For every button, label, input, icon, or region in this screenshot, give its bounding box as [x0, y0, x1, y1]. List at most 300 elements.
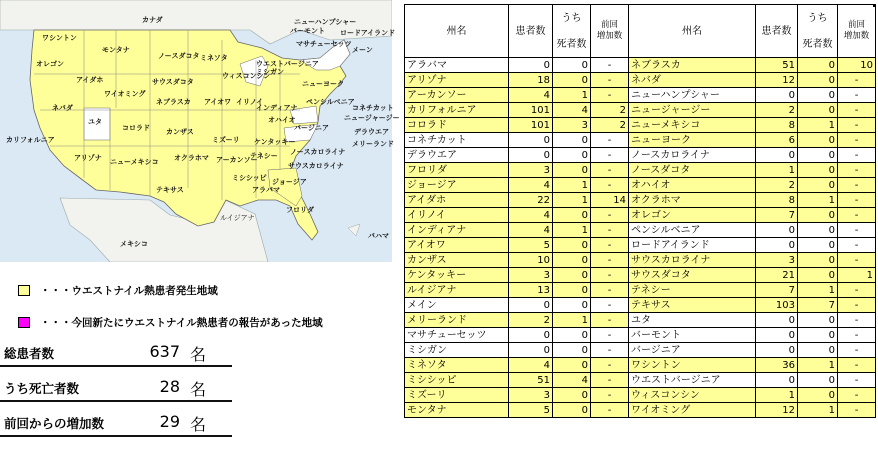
right-patients-count: 1: [756, 163, 798, 178]
right-increase-count: 10: [838, 58, 876, 73]
right-patients-count: 51: [756, 58, 798, 73]
left-deaths-count: 0: [553, 148, 591, 163]
left-deaths-count: 0: [553, 208, 591, 223]
right-increase-count: -: [838, 238, 876, 253]
right-deaths-count: 0: [798, 388, 838, 403]
left-deaths-count: 1: [553, 313, 591, 328]
table-header-row: [405, 5, 876, 58]
table-row: [405, 283, 876, 298]
left-patients-count: 0: [509, 148, 553, 163]
right-patients-count: 36: [756, 358, 798, 373]
table-row: [405, 358, 876, 373]
right-deaths-count: 0: [798, 178, 838, 193]
left-deaths-count: 0: [553, 163, 591, 178]
left-deaths-count: 1: [553, 88, 591, 103]
left-deaths-count: 1: [553, 193, 591, 208]
right-state-name: サウスダコタ: [629, 268, 756, 283]
left-state-name: メリーランド: [405, 313, 509, 328]
header-increase-right-l1: 前回: [847, 20, 865, 30]
label-new-jersey: ニュージャージー: [344, 114, 400, 122]
header-state-right: 州名: [629, 5, 756, 58]
left-state-name: メイン: [405, 298, 509, 313]
label-nevada: ネバダ: [52, 104, 73, 112]
left-state-name: インディアナ: [405, 223, 509, 238]
right-state-name: ユタ: [629, 313, 756, 328]
left-deaths-count: 0: [553, 343, 591, 358]
left-state-name: アーカンソー: [405, 88, 509, 103]
table-row: [405, 313, 876, 328]
right-state-name: サウスカロライナ: [629, 253, 756, 268]
right-increase-count: -: [838, 328, 876, 343]
table-row: [405, 253, 876, 268]
label-tennessee: テネシー: [250, 152, 278, 160]
table-row: [405, 238, 876, 253]
table-row: [405, 178, 876, 193]
right-state-name: ウィスコンシン: [629, 388, 756, 403]
left-increase-count: 14: [591, 193, 629, 208]
right-state-name: ワイオミング: [629, 403, 756, 418]
label-georgia: ジョージア: [272, 178, 307, 186]
label-delaware: デラウエア: [354, 128, 389, 136]
summary-deaths-value: 28: [159, 377, 180, 396]
left-patients-count: 4: [509, 208, 553, 223]
summary-increase-unit: 名: [190, 415, 207, 434]
right-deaths-count: 1: [798, 403, 838, 418]
right-deaths-count: 0: [798, 253, 838, 268]
left-increase-count: -: [591, 223, 629, 238]
right-increase-count: -: [838, 178, 876, 193]
left-state-name: カンザス: [405, 253, 509, 268]
header-patients-left: 患者数: [509, 5, 553, 58]
right-increase-count: -: [838, 88, 876, 103]
left-increase-count: 2: [591, 103, 629, 118]
table-row: [405, 73, 876, 88]
left-patients-count: 0: [509, 58, 553, 73]
right-patients-count: 0: [756, 238, 798, 253]
left-state-name: ルイジアナ: [405, 283, 509, 298]
left-increase-count: -: [591, 178, 629, 193]
left-deaths-count: 4: [553, 103, 591, 118]
header-increase-left-l2: 増加数: [596, 31, 623, 41]
label-california: カリフォルニア: [6, 136, 55, 144]
table-row: [405, 223, 876, 238]
left-deaths-count: 3: [553, 118, 591, 133]
left-increase-count: -: [591, 388, 629, 403]
header-deaths-left-l2: 死者数: [556, 38, 587, 50]
label-louisiana: ルイジアナ: [220, 214, 255, 222]
left-state-name: フロリダ: [405, 163, 509, 178]
legend-swatch-new: [18, 317, 30, 328]
label-west-virginia: ウエストバージニア: [256, 60, 319, 68]
label-utah: ユタ: [88, 118, 102, 126]
right-patients-count: 0: [756, 148, 798, 163]
table-row: [405, 118, 876, 133]
header-increase-right: [838, 5, 876, 58]
right-increase-count: -: [838, 343, 876, 358]
label-indiana: インディアナ: [256, 104, 298, 112]
header-state-left: 州名: [405, 5, 509, 58]
left-deaths-count: 0: [553, 328, 591, 343]
label-maryland: メリーランド: [352, 140, 394, 148]
left-patients-count: 51: [509, 373, 553, 388]
left-patients-count: 4: [509, 178, 553, 193]
right-deaths-count: 0: [798, 343, 838, 358]
label-iowa: アイオワ: [204, 98, 232, 106]
header-increase-left: [591, 5, 629, 58]
label-missouri: ミズーリ: [212, 136, 240, 144]
label-nebraska: ネブラスカ: [156, 98, 191, 106]
right-deaths-count: 0: [798, 223, 838, 238]
left-patients-count: 4: [509, 223, 553, 238]
right-patients-count: 103: [756, 298, 798, 313]
left-state-name: ケンタッキー: [405, 268, 509, 283]
left-increase-count: -: [591, 343, 629, 358]
left-patients-count: 3: [509, 388, 553, 403]
left-patients-count: 22: [509, 193, 553, 208]
right-state-name: オクラホマ: [629, 193, 756, 208]
left-patients-count: 0: [509, 133, 553, 148]
right-patients-count: 0: [756, 373, 798, 388]
right-state-name: ウエストバージニア: [629, 373, 756, 388]
left-increase-count: -: [591, 133, 629, 148]
right-state-name: ネバダ: [629, 73, 756, 88]
right-state-name: ニュージャージー: [629, 103, 756, 118]
left-patients-count: 2: [509, 313, 553, 328]
left-deaths-count: 0: [553, 58, 591, 73]
right-patients-count: 0: [756, 328, 798, 343]
right-deaths-count: 0: [798, 88, 838, 103]
label-vermont: バーモント: [290, 27, 325, 35]
label-mexico: メキシコ: [120, 240, 148, 248]
right-state-name: ノースカロライナ: [629, 148, 756, 163]
right-state-name: オハイオ: [629, 178, 756, 193]
right-patients-count: 0: [756, 88, 798, 103]
right-increase-count: -: [838, 403, 876, 418]
right-increase-count: -: [838, 313, 876, 328]
label-bahama: バハマ: [368, 232, 389, 240]
left-state-name: アイダホ: [405, 193, 509, 208]
label-florida: フロリダ: [286, 206, 314, 214]
table-row: [405, 403, 876, 418]
left-patients-count: 0: [509, 328, 553, 343]
label-maine: メーン: [352, 46, 373, 54]
right-increase-count: -: [838, 133, 876, 148]
right-patients-count: 3: [756, 253, 798, 268]
right-state-name: ニューヨーク: [629, 133, 756, 148]
table-row: [405, 148, 876, 163]
left-patients-count: 0: [509, 343, 553, 358]
label-virginia: バージニア: [294, 124, 329, 132]
label-south-carolina: サウスカロライナ: [288, 162, 344, 170]
table-row: [405, 163, 876, 178]
right-deaths-count: 0: [798, 208, 838, 223]
table-row: [405, 388, 876, 403]
left-state-name: マサチューセッツ: [405, 328, 509, 343]
summary-deaths-label: うち死亡者数: [4, 381, 80, 396]
right-increase-count: -: [838, 103, 876, 118]
left-deaths-count: 0: [553, 388, 591, 403]
summary-increase: [0, 408, 232, 437]
right-deaths-count: 0: [798, 268, 838, 283]
right-increase-count: -: [838, 193, 876, 208]
header-deaths-right-l2: 死者数: [802, 38, 833, 50]
right-increase-count: -: [838, 358, 876, 373]
label-north-dakota: ノースダコタ: [158, 52, 200, 60]
left-increase-count: -: [591, 373, 629, 388]
left-deaths-count: 1: [553, 223, 591, 238]
summary-total-label: 総患者数: [4, 346, 55, 361]
right-deaths-count: 0: [798, 313, 838, 328]
label-new-hampshire: ニューハンプシャー: [294, 18, 357, 26]
left-patients-count: 4: [509, 88, 553, 103]
table-row: [405, 343, 876, 358]
right-patients-count: 2: [756, 103, 798, 118]
left-state-name: ミネソタ: [405, 358, 509, 373]
right-state-name: テキサス: [629, 298, 756, 313]
right-increase-count: -: [838, 148, 876, 163]
left-increase-count: -: [591, 88, 629, 103]
table-row: [405, 88, 876, 103]
left-state-name: ミズーリ: [405, 388, 509, 403]
header-increase-right-l2: 増加数: [843, 31, 870, 41]
left-deaths-count: 0: [553, 268, 591, 283]
right-deaths-count: 1: [798, 118, 838, 133]
left-increase-count: -: [591, 253, 629, 268]
right-increase-count: -: [838, 298, 876, 313]
left-increase-count: -: [591, 313, 629, 328]
left-deaths-count: 0: [553, 73, 591, 88]
label-rhode-island: ロードアイランド: [340, 29, 396, 37]
table-row: [405, 133, 876, 148]
left-state-name: モンタナ: [405, 403, 509, 418]
left-patients-count: 18: [509, 73, 553, 88]
left-deaths-count: 0: [553, 238, 591, 253]
right-increase-count: 1: [838, 268, 876, 283]
left-deaths-count: 0: [553, 133, 591, 148]
left-increase-count: 2: [591, 118, 629, 133]
label-south-dakota: サウスダコタ: [152, 78, 194, 86]
right-patients-count: 12: [756, 403, 798, 418]
right-increase-count: -: [838, 223, 876, 238]
right-patients-count: 21: [756, 268, 798, 283]
right-deaths-count: 0: [798, 58, 838, 73]
right-patients-count: 7: [756, 283, 798, 298]
table-row: [405, 298, 876, 313]
cases-table: [404, 4, 876, 418]
label-wyoming: ワイオミング: [104, 90, 146, 98]
label-minnesota: ミネソタ: [200, 54, 228, 62]
right-deaths-count: 0: [798, 163, 838, 178]
right-deaths-count: 0: [798, 373, 838, 388]
left-deaths-count: 0: [553, 253, 591, 268]
right-deaths-count: 0: [798, 103, 838, 118]
table-row: [405, 103, 876, 118]
left-patients-count: 10: [509, 253, 553, 268]
left-increase-count: -: [591, 163, 629, 178]
summary-deaths: [0, 373, 232, 402]
label-illinois: イリノイ: [236, 98, 264, 106]
left-increase-count: -: [591, 403, 629, 418]
left-state-name: ミシガン: [405, 343, 509, 358]
right-deaths-count: 1: [798, 283, 838, 298]
label-michigan: ミシガン: [256, 68, 284, 76]
label-north-carolina: ノースカロライナ: [290, 148, 346, 156]
right-patients-count: 6: [756, 133, 798, 148]
left-patients-count: 5: [509, 403, 553, 418]
label-pennsylvania: ペンシルベニア: [306, 98, 355, 106]
right-state-name: テネシー: [629, 283, 756, 298]
right-deaths-count: 0: [798, 148, 838, 163]
table-row: [405, 268, 876, 283]
left-deaths-count: 0: [553, 358, 591, 373]
right-patients-count: 0: [756, 343, 798, 358]
left-increase-count: -: [591, 358, 629, 373]
label-alabama: アラバマ: [252, 186, 280, 194]
left-patients-count: 13: [509, 283, 553, 298]
left-increase-count: -: [591, 58, 629, 73]
right-increase-count: -: [838, 73, 876, 88]
left-increase-count: -: [591, 328, 629, 343]
left-increase-count: -: [591, 238, 629, 253]
right-increase-count: -: [838, 253, 876, 268]
right-increase-count: -: [838, 163, 876, 178]
left-increase-count: -: [591, 268, 629, 283]
right-patients-count: 0: [756, 313, 798, 328]
left-patients-count: 0: [509, 298, 553, 313]
table-row: [405, 328, 876, 343]
left-deaths-count: 1: [553, 178, 591, 193]
label-canada: カナダ: [142, 16, 163, 24]
header-deaths-right-l1: うち: [807, 12, 828, 24]
summary-block: [0, 338, 232, 443]
label-arkansas: アーカンソー: [216, 156, 258, 164]
label-massachusetts: マサチューセッツ: [296, 40, 352, 48]
left-patients-count: 3: [509, 163, 553, 178]
label-arizona: アリゾナ: [74, 154, 102, 162]
right-deaths-count: 7: [798, 298, 838, 313]
left-state-name: コネチカット: [405, 133, 509, 148]
right-state-name: ペンシルベニア: [629, 223, 756, 238]
right-state-name: ニューハンプシャー: [629, 88, 756, 103]
left-state-name: ジョージア: [405, 178, 509, 193]
left-deaths-count: 0: [553, 298, 591, 313]
label-washington: ワシントン: [42, 34, 77, 42]
right-patients-count: 2: [756, 178, 798, 193]
right-deaths-count: 0: [798, 238, 838, 253]
left-increase-count: -: [591, 148, 629, 163]
left-patients-count: 101: [509, 103, 553, 118]
left-state-name: アラバマ: [405, 58, 509, 73]
label-connecticut: コネチカット: [352, 104, 394, 112]
header-deaths-left: [553, 5, 591, 58]
label-idaho: アイダホ: [76, 76, 104, 84]
label-oregon: オレゴン: [36, 60, 64, 68]
left-patients-count: 5: [509, 238, 553, 253]
right-deaths-count: 0: [798, 73, 838, 88]
left-increase-count: -: [591, 208, 629, 223]
table-row: [405, 193, 876, 208]
right-deaths-count: 1: [798, 193, 838, 208]
legend-text-affected: ・・・ウエストナイル熱患者発生地域: [40, 285, 218, 297]
legend-text-new: ・・・今回新たにウエストナイル熱患者の報告があった地域: [40, 317, 323, 329]
left-increase-count: -: [591, 283, 629, 298]
table-row: [405, 373, 876, 388]
label-new-mexico: ニューメキシコ: [110, 158, 159, 166]
left-deaths-count: 4: [553, 373, 591, 388]
label-kentucky: ケンタッキー: [254, 138, 296, 146]
right-deaths-count: 0: [798, 133, 838, 148]
header-patients-right: 患者数: [756, 5, 798, 58]
label-new-york: ニューヨーク: [302, 80, 344, 88]
left-state-name: アリゾナ: [405, 73, 509, 88]
right-patients-count: 8: [756, 118, 798, 133]
left-state-name: イリノイ: [405, 208, 509, 223]
left-patients-count: 3: [509, 268, 553, 283]
left-deaths-count: 0: [553, 403, 591, 418]
left-state-name: カリフォルニア: [405, 103, 509, 118]
right-deaths-count: 1: [798, 358, 838, 373]
right-state-name: バージニア: [629, 343, 756, 358]
cases-table-container: [404, 4, 876, 418]
right-increase-count: -: [838, 208, 876, 223]
label-texas: テキサス: [156, 186, 184, 194]
summary-increase-value: 29: [159, 412, 180, 431]
right-state-name: バーモント: [629, 328, 756, 343]
header-deaths-right: [798, 5, 838, 58]
label-kansas: カンザス: [166, 128, 194, 136]
left-increase-count: -: [591, 298, 629, 313]
label-oklahoma: オクラホマ: [174, 154, 209, 162]
right-state-name: オレゴン: [629, 208, 756, 223]
left-patients-count: 4: [509, 358, 553, 373]
right-increase-count: -: [838, 373, 876, 388]
summary-total-value: 637: [149, 342, 180, 361]
left-patients-count: 101: [509, 118, 553, 133]
table-row: [405, 58, 876, 73]
label-ohio: オハイオ: [268, 116, 296, 124]
summary-total: [0, 338, 232, 367]
table-row: [405, 208, 876, 223]
right-state-name: ニューメキシコ: [629, 118, 756, 133]
table-body: [405, 58, 876, 418]
right-patients-count: 0: [756, 223, 798, 238]
summary-deaths-unit: 名: [190, 380, 207, 399]
header-increase-left-l1: 前回: [600, 20, 618, 30]
corner-mark: [873, 4, 876, 7]
left-state-name: アイオワ: [405, 238, 509, 253]
right-increase-count: -: [838, 388, 876, 403]
label-wisconsin: ウィスコンシン: [222, 72, 271, 80]
left-state-name: コロラド: [405, 118, 509, 133]
right-patients-count: 7: [756, 208, 798, 223]
left-deaths-count: 0: [553, 283, 591, 298]
right-increase-count: -: [838, 283, 876, 298]
legend-swatch-affected: [18, 285, 30, 296]
label-colorado: コロラド: [122, 124, 150, 132]
right-increase-count: -: [838, 118, 876, 133]
right-patients-count: 12: [756, 73, 798, 88]
left-state-name: デラウエア: [405, 148, 509, 163]
left-state-name: ミシシッピ: [405, 373, 509, 388]
label-mississippi: ミシシッピ: [232, 174, 267, 182]
right-state-name: ワシントン: [629, 358, 756, 373]
right-state-name: ノースダコタ: [629, 163, 756, 178]
right-state-name: ネブラスカ: [629, 58, 756, 73]
summary-total-unit: 名: [190, 345, 207, 364]
header-deaths-left-l1: うち: [561, 12, 582, 24]
right-patients-count: 1: [756, 388, 798, 403]
left-increase-count: -: [591, 73, 629, 88]
